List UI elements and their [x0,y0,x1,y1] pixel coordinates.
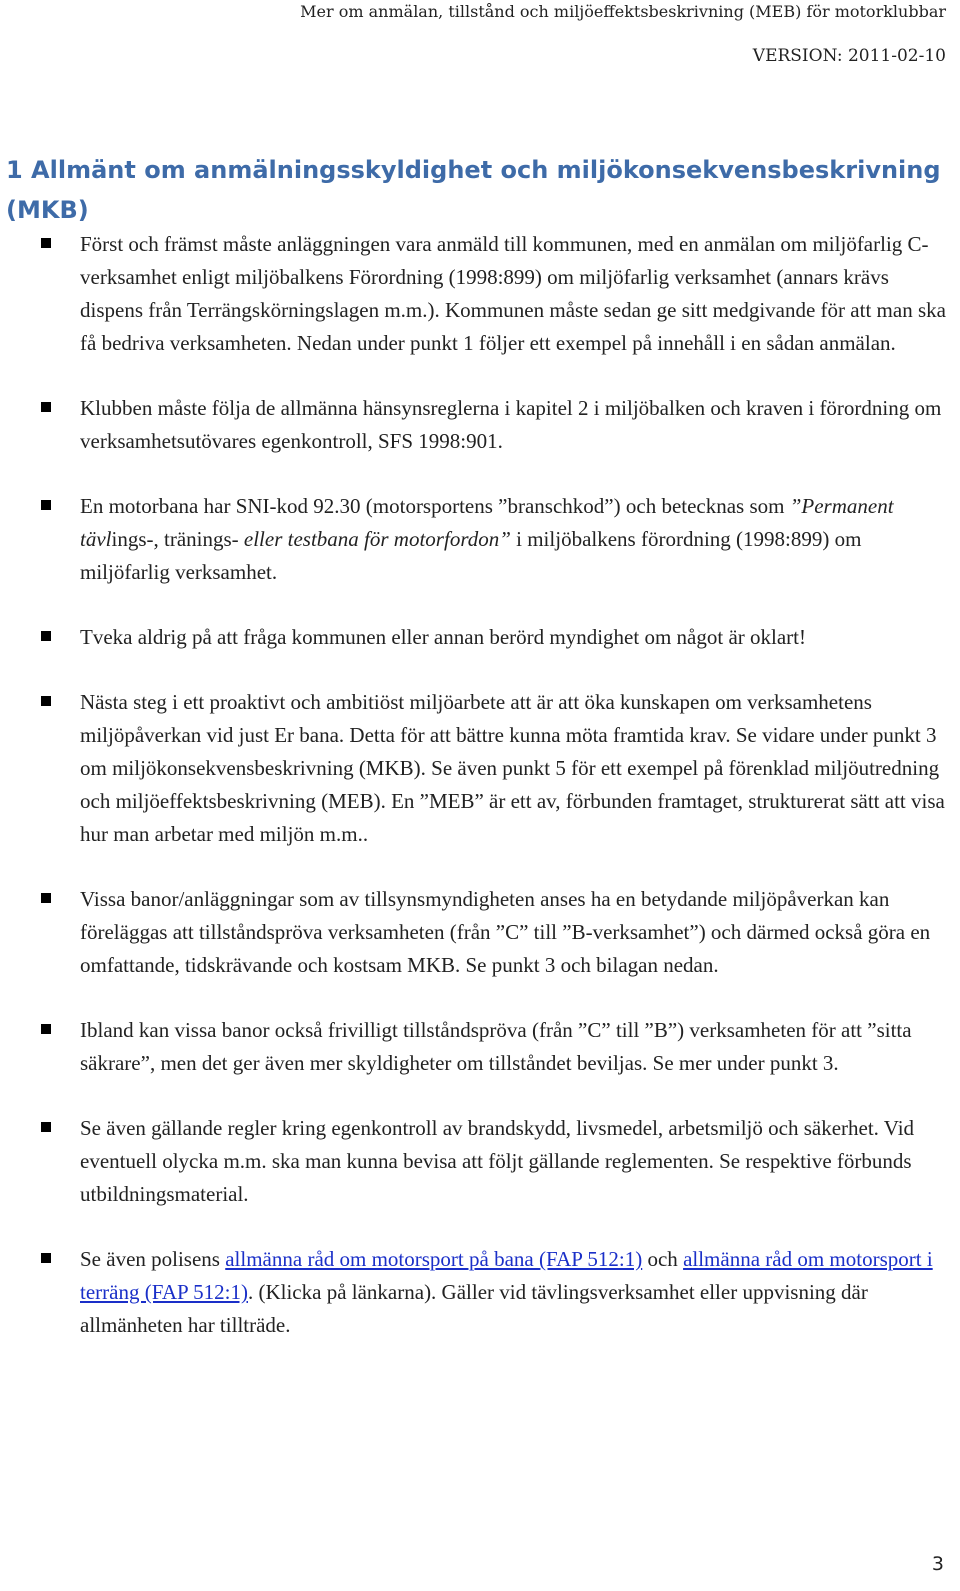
page-number: 3 [931,1553,944,1575]
section-heading: 1 Allmänt om anmälningsskyldighet och miljökonsekvensbeskrivning (MKB) [6,156,941,224]
list-item-text: Först och främst måste anläggningen vara anmäld till kommunen, med en anmälan om miljöfarlig C-verksamhet enligt miljöbalkens Förordning (1998:899) om miljöfarlig verksamhet (annars krävs dispens från Terrängskörningslagen m.m.). Kommunen måste sedan ge sitt medgivande för att man ska få bedriva verksamheten. Nedan under punkt 1 följer ett exempel på innehåll i en sådan anmälan. [80,232,946,355]
bullet-list [0,228,960,1374]
square-bullet-icon [41,500,51,510]
list-item-text: ings-, tränings- [111,527,244,551]
police-terrain-guidelines-link[interactable]: allmänna råd om motorsport i terräng (FAP 512:1) [80,1247,933,1304]
list-item-text: Se även gällande regler kring egenkontroll av brandskydd, livsmedel, arbetsmiljö och säkerhet. Vid eventuell olycka m.m. ska man kunna bevisa att följt gällande reglementen. Se respektive förbunds utbildningsmaterial. [80,1116,915,1206]
list-item [0,1014,960,1080]
square-bullet-icon [41,696,51,706]
emphasis-text: ”Permanent tävl [80,494,894,551]
list-item-text: i miljöbalkens förordning (1998:899) om miljöfarlig verksamhet. [80,527,862,584]
running-header-title: Mer om anmälan, tillstånd och miljöeffektsbeskrivning (MEB) för motorklubbar [300,2,946,21]
list-item [0,1243,960,1342]
list-item-text: . (Klicka på länkarna). Gäller vid tävlingsverksamhet eller uppvisning där allmänheten har tillträde. [80,1280,868,1337]
list-item-text: Nästa steg i ett proaktivt och ambitiöst miljöarbete att är att öka kunskapen om verksamhetens miljöpåverkan vid just Er bana. Detta för att bättre kunna möta framtida krav. Se vidare under punkt 3 om miljökonsekvensbeskrivning (MKB). Se även punkt 5 för ett exempel på förenklad miljöutredning och miljöeffektsbeskrivning (MEB). En ”MEB” är ett av, förbunden framtaget, strukturerat sätt att visa hur man arbetar med miljön m.m.. [80,690,945,846]
list-item-text: Tveka aldrig på att fråga kommunen eller annan berörd myndighet om något är oklart! [80,625,806,649]
square-bullet-icon [41,893,51,903]
emphasis-text: eller testbana för motorfordon” [243,527,511,551]
list-item [0,228,960,360]
list-item-text: Se även polisens [80,1247,226,1271]
list-item-text: Vissa banor/anläggningar som av tillsynsmyndigheten anses ha en betydande miljöpåverkan kan föreläggas att tillståndspröva verksamheten (från ”C” till ”B-verksamhet”) och därmed också göra en omfattande, tidskrävande och kostsam MKB. Se punkt 3 och bilagan nedan. [80,887,931,977]
square-bullet-icon [41,631,51,641]
list-item-text: En motorbana har SNI-kod 92.30 (motorsportens ”branschkod”) och betecknas som [80,494,790,518]
square-bullet-icon [41,402,51,412]
list-item-text: Klubben måste följa de allmänna hänsynsreglerna i kapitel 2 i miljöbalken och kraven i förordning om verksamhetsutövares egenkontroll, SFS 1998:901. [80,396,942,453]
list-item [0,392,960,458]
version-label: VERSION: 2011-02-10 [752,46,946,66]
police-track-guidelines-link[interactable]: allmänna råd om motorsport på bana (FAP 512:1) [225,1247,643,1271]
square-bullet-icon [41,1122,51,1132]
list-item-text: Ibland kan vissa banor också frivilligt tillståndspröva (från ”C” till ”B”) verksamheten för att ”sitta säkrare”, men det ger även mer skyldigheter om tillståndet beviljas. Se mer under punkt 3. [80,1018,912,1075]
square-bullet-icon [41,1253,51,1263]
list-item [0,621,960,654]
list-item [0,1112,960,1211]
list-item [0,490,960,589]
list-item [0,883,960,982]
list-item [0,686,960,851]
square-bullet-icon [41,238,51,248]
square-bullet-icon [41,1024,51,1034]
list-item-text: och [642,1247,684,1271]
